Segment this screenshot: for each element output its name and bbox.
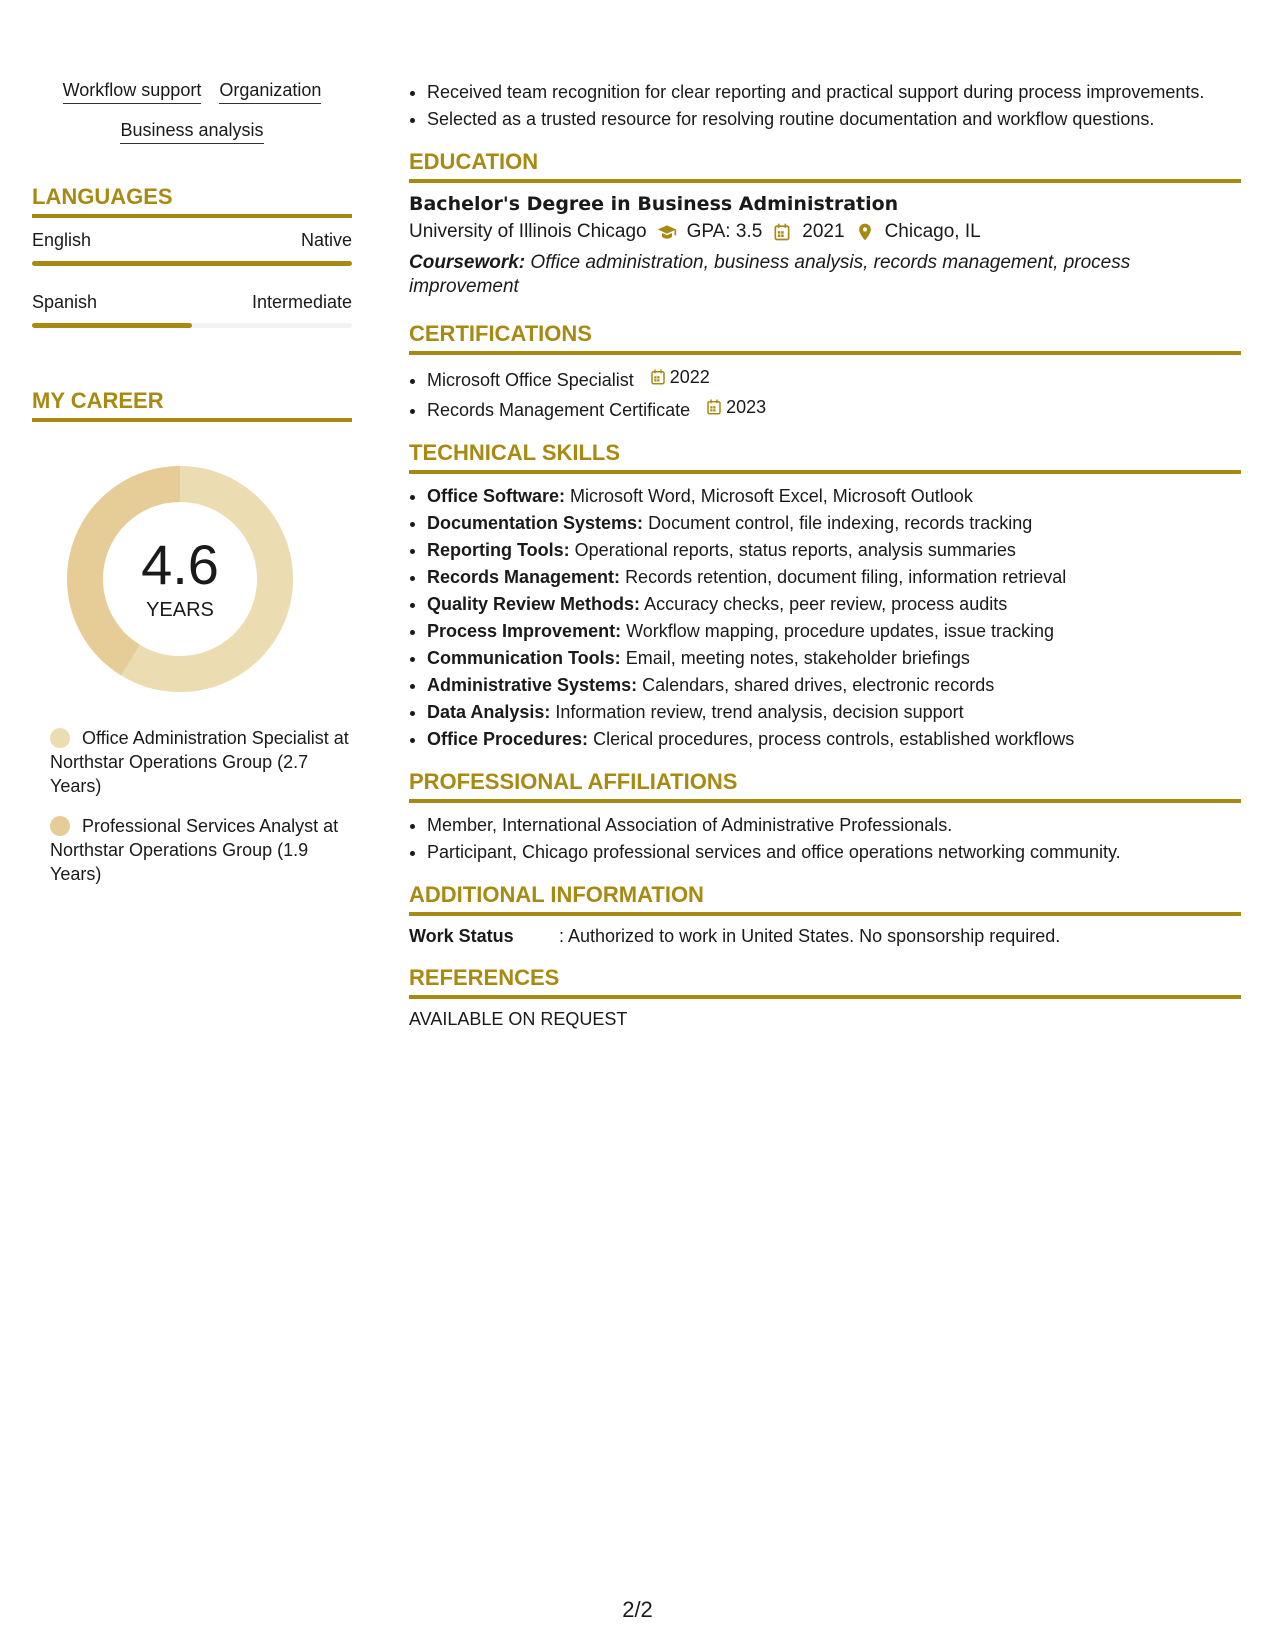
coursework-label: Coursework: — [409, 252, 526, 273]
language-row — [32, 230, 352, 251]
main-content — [409, 80, 1241, 1030]
skill-item — [427, 538, 1241, 562]
career-donut — [67, 466, 293, 692]
skill-label: Communication Tools: — [427, 648, 621, 668]
list-item: • Received team recognition for clear reporting and practical support during process improvements. — [427, 80, 1241, 104]
languages-section — [32, 184, 352, 328]
school-location: Chicago, IL — [884, 221, 981, 242]
skill-label: Records Management: — [427, 567, 621, 587]
certification-item — [427, 395, 1241, 422]
affiliation-item: • Participant, Chicago professional services and office operations networking community. — [427, 840, 1241, 864]
additional-info-heading: ADDITIONAL INFORMATION — [409, 882, 1241, 916]
language-name: English — [32, 230, 92, 250]
skill-item — [427, 484, 1241, 508]
career-total-years: 4.6 — [141, 532, 219, 596]
skill-item — [427, 565, 1241, 589]
language-name: Spanish — [32, 292, 98, 312]
technical-skills-list — [409, 484, 1241, 751]
skill-value: Email, meeting notes, stakeholder briefings — [625, 648, 970, 668]
skill-value: Calendars, shared drives, electronic records — [642, 675, 995, 695]
career-item — [32, 726, 352, 798]
work-status-value: : Authorized to work in United States. No sponsorship required. — [559, 926, 1061, 946]
certification-name: Records Management Certificate — [427, 400, 691, 420]
skill-label: Data Analysis: — [427, 702, 551, 722]
skill-value: Document control, file indexing, records tracking — [648, 513, 1033, 533]
affiliations-heading: PROFESSIONAL AFFILIATIONS — [409, 769, 1241, 803]
references-text: AVAILABLE ON REQUEST — [409, 1009, 628, 1029]
skill-label: Quality Review Methods: — [427, 594, 641, 614]
skill-label: Administrative Systems: — [427, 675, 638, 695]
education-details — [409, 221, 1241, 243]
skill-item — [427, 511, 1241, 535]
coursework — [409, 251, 1241, 299]
career-section — [32, 388, 352, 886]
career-legend-dot — [50, 816, 70, 836]
graduation-year: 2021 — [802, 221, 845, 242]
skill-value: Clerical procedures, process controls, established workflows — [593, 729, 1075, 749]
location-pin-icon — [855, 222, 875, 242]
page-number: 2/2 — [622, 1597, 653, 1622]
certification-name: Microsoft Office Specialist — [427, 370, 634, 390]
skill-value: Operational reports, status reports, analysis summaries — [574, 540, 1016, 560]
career-legend-dot — [50, 728, 70, 748]
languages-heading: LANGUAGES — [32, 184, 352, 218]
skill-label: Office Procedures: — [427, 729, 589, 749]
list-item: • Selected as a trusted resource for resolving routine documentation and workflow questions. — [427, 107, 1241, 131]
language-bar-fill — [32, 261, 352, 266]
skill-tag: Workflow support — [63, 80, 202, 104]
skill-item — [427, 619, 1241, 643]
skill-tag: Organization — [219, 80, 321, 104]
career-item-text: Professional Services Analyst at Northstar Operations Group (1.9 Years) — [50, 816, 339, 884]
gpa: GPA: 3.5 — [686, 221, 763, 242]
school-name: University of Illinois Chicago — [409, 221, 647, 242]
skill-item — [427, 646, 1241, 670]
skill-label: Office Software: — [427, 486, 566, 506]
certification-year: 2023 — [726, 397, 767, 417]
work-status-label: Work Status — [409, 926, 514, 946]
skill-tags — [32, 80, 352, 144]
language-level: Native — [300, 230, 352, 250]
work-status-row — [409, 926, 1241, 947]
degree-title: Bachelor's Degree in Business Administration — [409, 193, 899, 215]
skill-value: Records retention, document filing, information retrieval — [625, 567, 1067, 587]
certifications-heading: CERTIFICATIONS — [409, 321, 1241, 355]
skill-value: Information review, trend analysis, decision support — [555, 702, 964, 722]
certification-year: 2022 — [669, 367, 710, 387]
skill-value: Workflow mapping, procedure updates, issue tracking — [626, 621, 1054, 641]
coursework-text: Office administration, business analysis, records management, process improvement — [409, 252, 1131, 297]
graduation-cap-icon — [657, 222, 677, 242]
language-bar — [32, 323, 352, 328]
career-item — [32, 814, 352, 886]
recognition-list — [409, 80, 1241, 131]
language-bar-fill — [32, 323, 192, 328]
language-row — [32, 292, 352, 313]
calendar-icon — [705, 398, 723, 416]
skill-value: Microsoft Word, Microsoft Excel, Microsoft Outlook — [570, 486, 973, 506]
affiliation-item: • Member, International Association of Administrative Professionals. — [427, 813, 1241, 837]
career-heading: MY CAREER — [32, 388, 352, 422]
skill-label: Process Improvement: — [427, 621, 622, 641]
language-bar — [32, 261, 352, 266]
technical-skills-heading: TECHNICAL SKILLS — [409, 440, 1241, 474]
references-heading: REFERENCES — [409, 965, 1241, 999]
skill-tag: Business analysis — [120, 120, 263, 144]
calendar-icon — [649, 368, 667, 386]
skill-item — [427, 700, 1241, 724]
skill-value: Accuracy checks, peer review, process audits — [644, 594, 1008, 614]
skill-item — [427, 673, 1241, 697]
skill-item — [427, 592, 1241, 616]
career-item-text: Office Administration Specialist at Northstar Operations Group (2.7 Years) — [50, 728, 349, 796]
skill-label: Documentation Systems: — [427, 513, 644, 533]
skill-label: Reporting Tools: — [427, 540, 570, 560]
education-heading: EDUCATION — [409, 149, 1241, 183]
certifications-list — [409, 365, 1241, 422]
career-total-unit: YEARS — [146, 598, 214, 621]
sidebar — [32, 80, 352, 902]
certification-item — [427, 365, 1241, 392]
calendar-icon — [772, 222, 792, 242]
affiliations-list — [409, 813, 1241, 864]
language-level: Intermediate — [251, 292, 352, 312]
skill-item — [427, 727, 1241, 751]
